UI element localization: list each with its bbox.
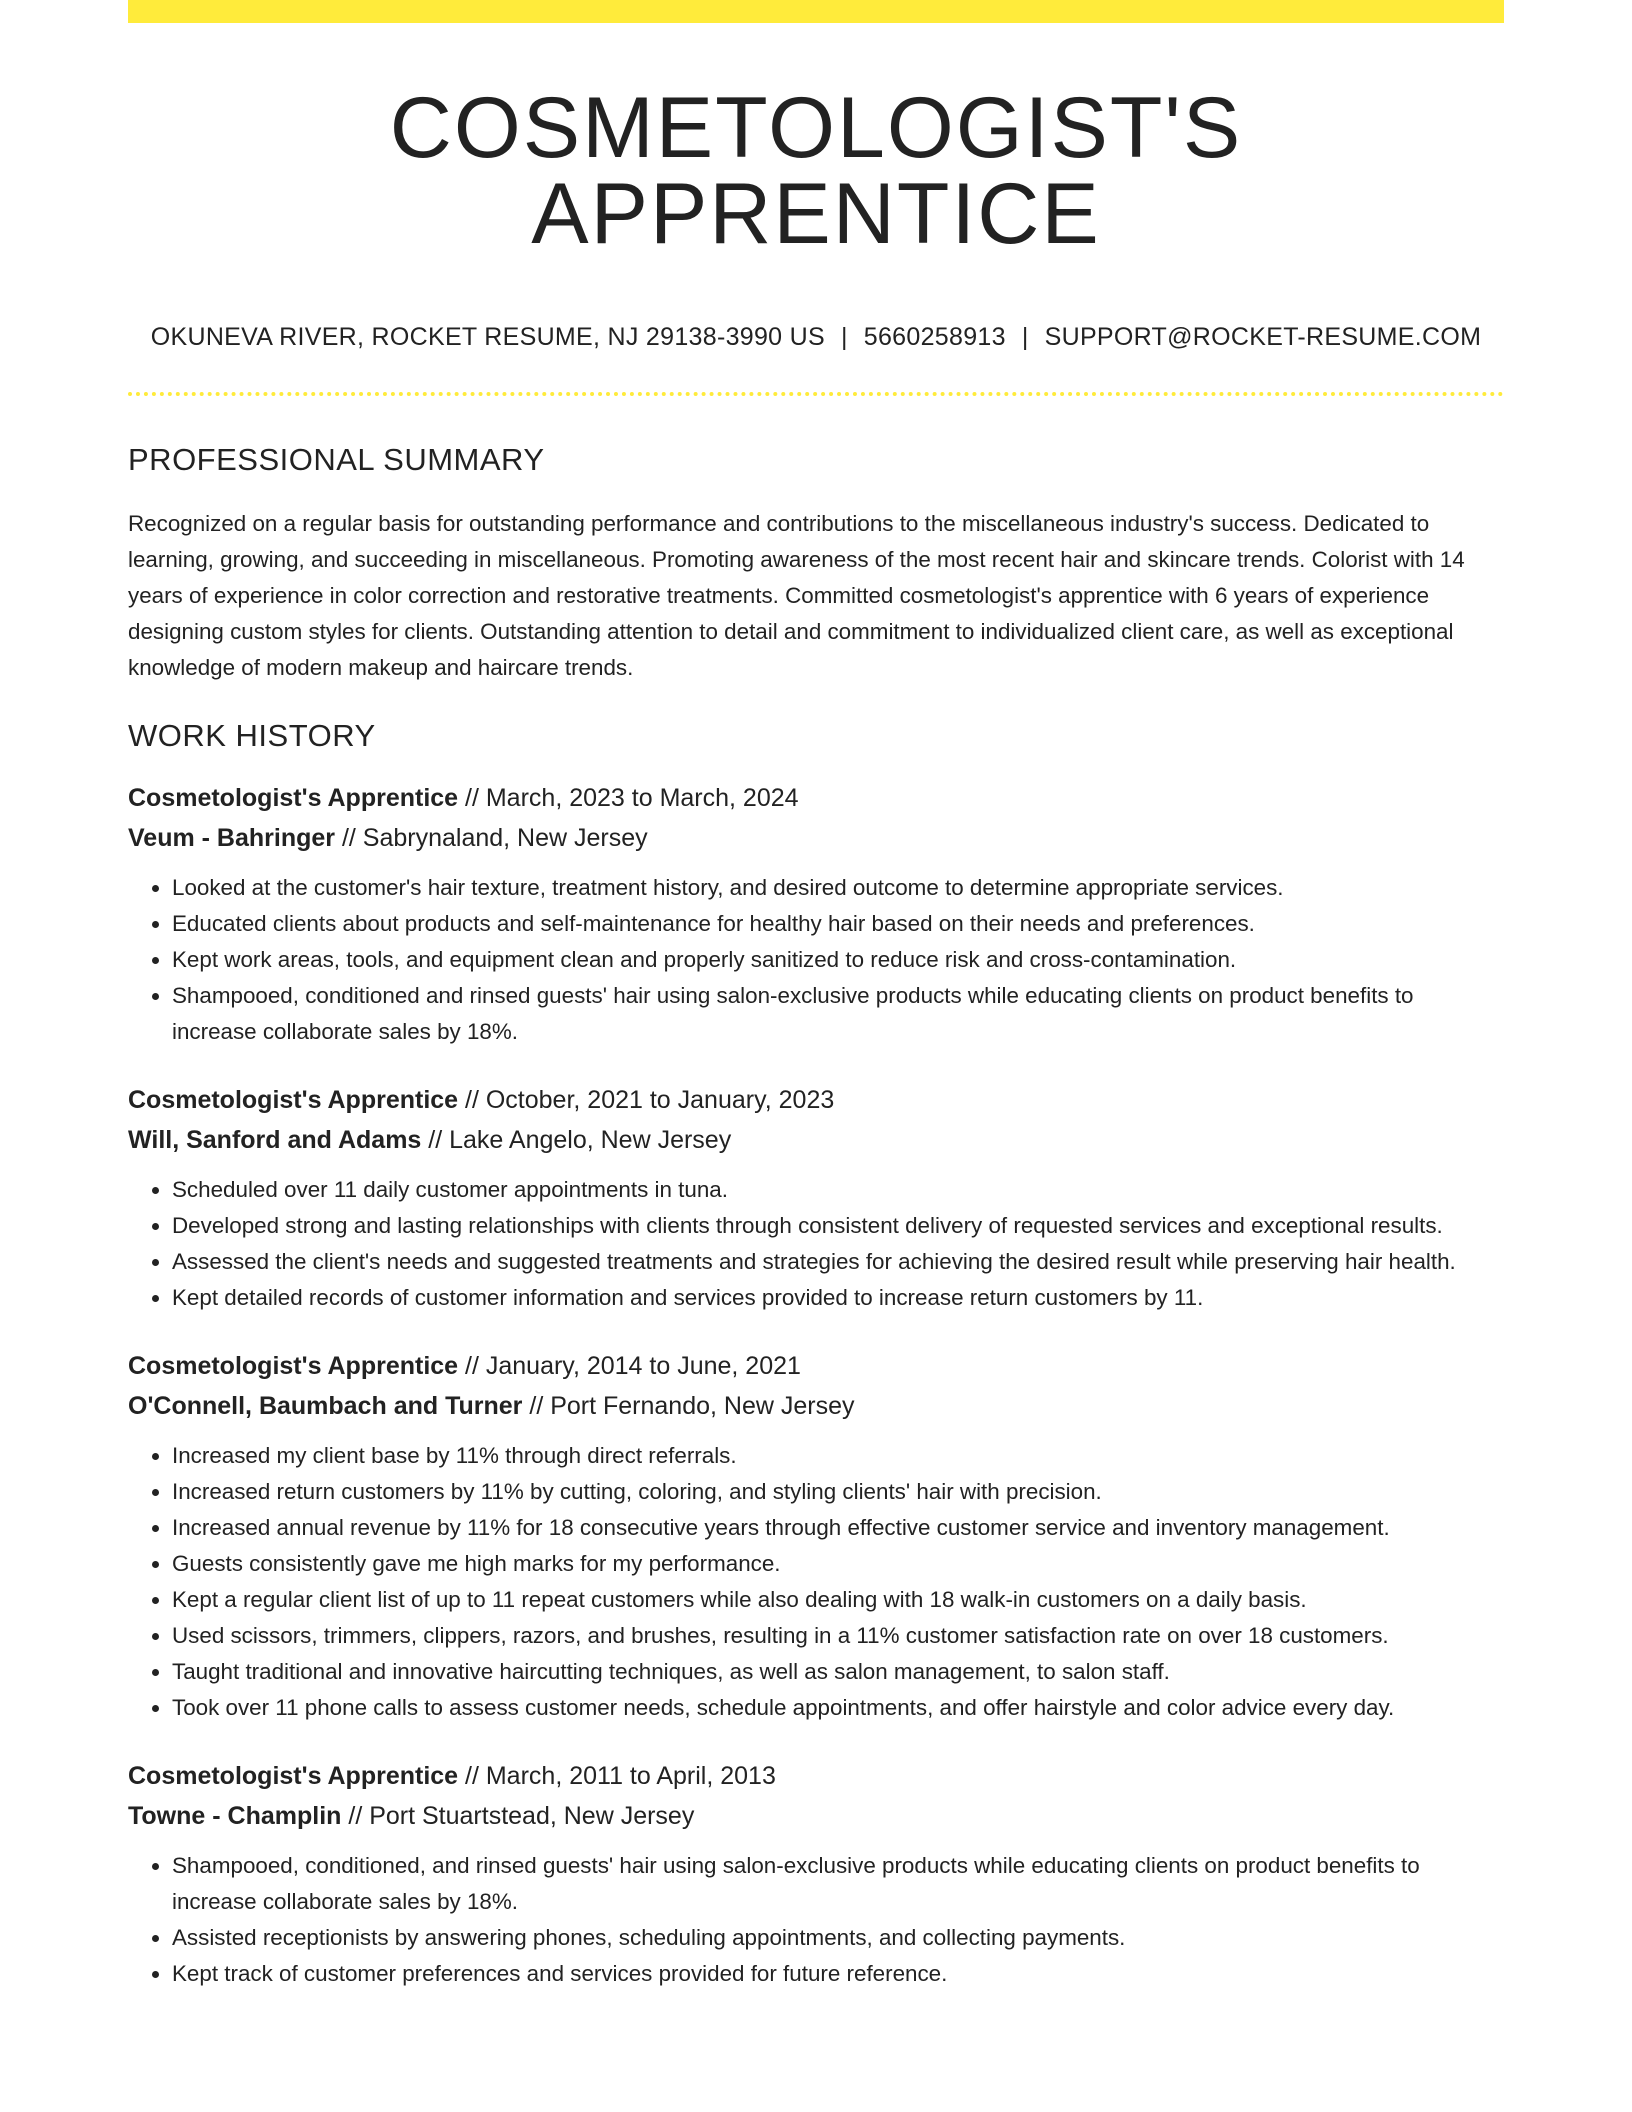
contact-phone[interactable]: 5660258913 [863,323,1006,351]
job-bullet: • Educated clients about products and self-maintenance for healthy hair based on their needs and preferences. [172,906,1504,942]
job-entry [128,1346,1504,1726]
job-location: // Sabrynaland, New Jersey [335,824,648,852]
summary-heading: PROFESSIONAL SUMMARY [128,442,545,477]
contact-address: OKUNEVA RIVER, ROCKET RESUME, NJ 29138-3990 US [150,323,825,351]
job-bullet: • Kept work areas, tools, and equipment clean and properly sanitized to reduce risk and cross-contamination. [172,942,1504,978]
job-bullets [128,1438,1504,1726]
job-bullet: • Looked at the customer's hair texture, treatment history, and desired outcome to determine appropriate services. [172,870,1504,906]
job-title: Cosmetologist's Apprentice [128,1086,459,1114]
job-dates: // October, 2021 to January, 2023 [458,1086,835,1114]
job-bullets [128,1848,1504,1992]
job-title-line [128,1756,1504,1796]
job-entry [128,1080,1504,1316]
work-history-heading: WORK HISTORY [128,718,376,753]
job-company-line [128,1796,1504,1836]
job-entry [128,778,1504,1050]
job-company-line [128,1386,1504,1426]
job-company-line [128,818,1504,858]
job-bullets [128,870,1504,1050]
contact-line [128,323,1504,352]
job-bullet: • Used scissors, trimmers, clippers, razors, and brushes, resulting in a 11% customer satisfaction rate on over 18 customers. [172,1618,1504,1654]
job-dates: // March, 2023 to March, 2024 [458,784,799,812]
job-company: Towne - Champlin [128,1802,342,1830]
job-bullet: • Taught traditional and innovative haircutting techniques, as well as salon management, to salon staff. [172,1654,1504,1690]
job-bullet: • Guests consistently gave me high marks for my performance. [172,1546,1504,1582]
job-dates: // January, 2014 to June, 2021 [458,1352,801,1380]
job-bullet: • Took over 11 phone calls to assess customer needs, schedule appointments, and offer hairstyle and color advice every day. [172,1690,1504,1726]
job-company: Will, Sanford and Adams [128,1126,422,1154]
job-bullet: • Developed strong and lasting relationships with clients through consistent delivery of requested services and exceptional results. [172,1208,1504,1244]
job-company: Veum - Bahringer [128,824,335,852]
job-location: // Lake Angelo, New Jersey [421,1126,732,1154]
job-company-line [128,1120,1504,1160]
resume-title: COSMETOLOGIST'S APPRENTICE [389,80,1243,262]
summary-text: Recognized on a regular basis for outstanding performance and contributions to the miscellaneous industry's success. Dedicated to learning, growing, and succeeding in miscellaneous. Promoting awareness of the most recent hair and skincare trends. Colorist with 14 years of experience in color correction and restorative treatments. Committed cosmetologist's apprentice with 6 years of experience designing custom styles for clients. Outstanding attention to detail and commitment to individualized client care, as well as exceptional knowledge of modern makeup and haircare trends. [128,511,1465,680]
job-company: O'Connell, Baumbach and Turner [128,1392,523,1420]
job-bullet: • Assisted receptionists by answering phones, scheduling appointments, and collecting payments. [172,1920,1504,1956]
job-entry [128,1756,1504,1992]
job-bullets [128,1172,1504,1316]
job-location: // Port Stuartstead, New Jersey [341,1802,695,1830]
job-dates: // March, 2011 to April, 2013 [458,1762,776,1790]
accent-bar [128,0,1504,23]
job-list [128,778,1504,1992]
contact-separator: | [1021,323,1029,351]
job-title: Cosmetologist's Apprentice [128,1762,459,1790]
job-title: Cosmetologist's Apprentice [128,1352,459,1380]
job-bullet: • Scheduled over 11 daily customer appointments in tuna. [172,1172,1504,1208]
job-title: Cosmetologist's Apprentice [128,784,459,812]
job-bullet: • Increased return customers by 11% by cutting, coloring, and styling clients' hair with precision. [172,1474,1504,1510]
job-bullet: • Increased my client base by 11% through direct referrals. [172,1438,1504,1474]
job-title-line [128,778,1504,818]
job-bullet: • Shampooed, conditioned, and rinsed guests' hair using salon-exclusive products while educating clients on product benefits to increase collaborate sales by 18%. [172,1848,1504,1920]
job-bullet: • Increased annual revenue by 11% for 18 consecutive years through effective customer service and inventory management. [172,1510,1504,1546]
dotted-divider [128,392,1504,396]
resume-page [128,0,1504,1992]
job-bullet: • Shampooed, conditioned and rinsed guests' hair using salon-exclusive products while educating clients on product benefits to increase collaborate sales by 18%. [172,978,1504,1050]
job-location: // Port Fernando, New Jersey [522,1392,855,1420]
job-title-line [128,1346,1504,1386]
contact-email[interactable]: SUPPORT@ROCKET-RESUME.COM [1044,323,1482,351]
job-bullet: • Kept a regular client list of up to 11 repeat customers while also dealing with 18 walk-in customers on a daily basis. [172,1582,1504,1618]
job-bullet: • Kept track of customer preferences and services provided for future reference. [172,1956,1504,1992]
contact-separator: | [840,323,848,351]
job-bullet: • Kept detailed records of customer information and services provided to increase return customers by 11. [172,1280,1504,1316]
job-title-line [128,1080,1504,1120]
job-bullet: • Assessed the client's needs and suggested treatments and strategies for achieving the desired result while preserving hair health. [172,1244,1504,1280]
